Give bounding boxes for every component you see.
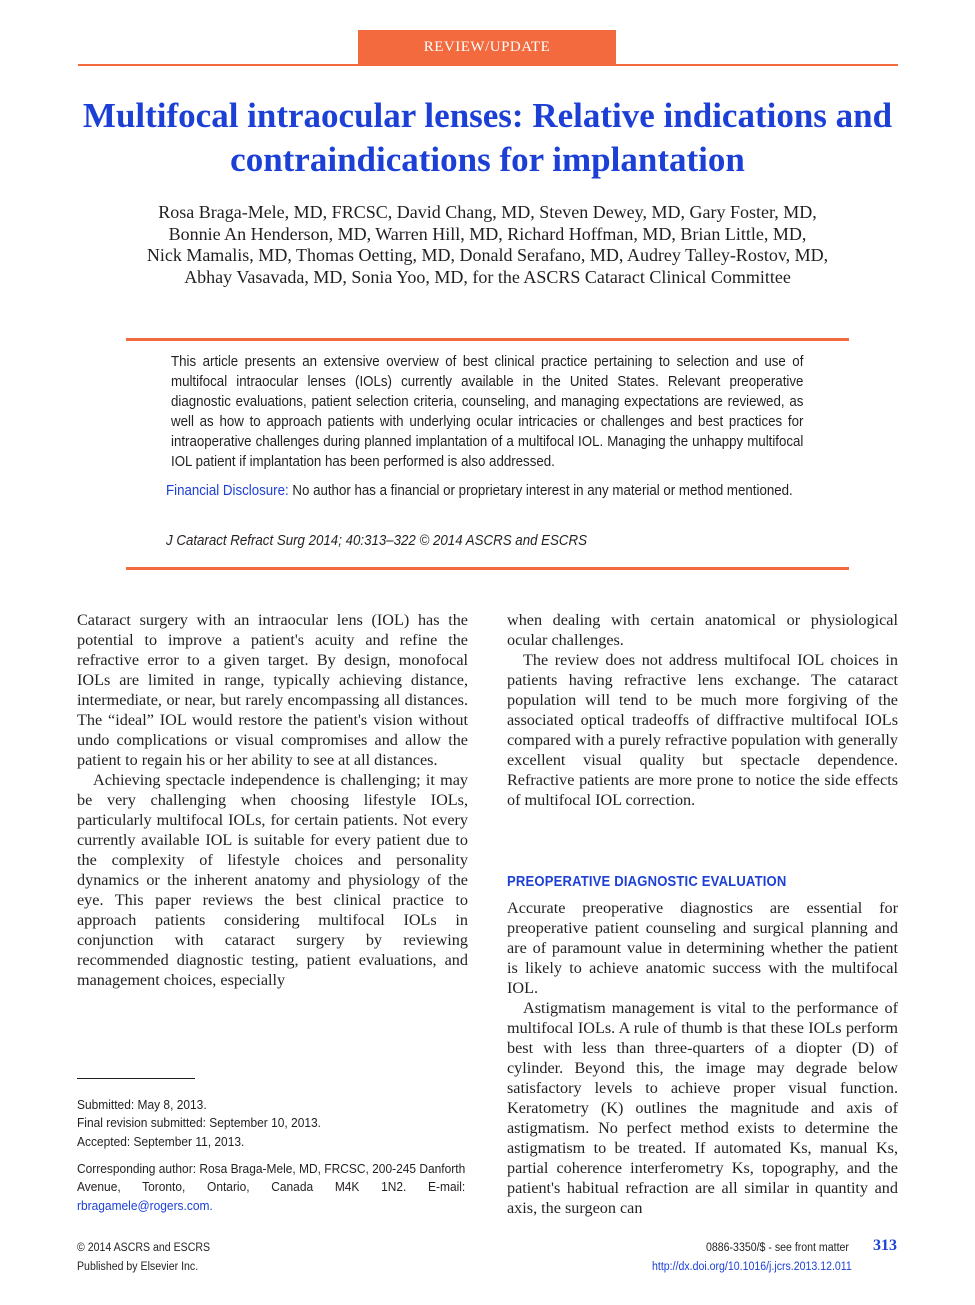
accepted-date: Accepted: September 11, 2013. — [77, 1133, 245, 1149]
footer-issn: 0886-3350/$ - see front matter — [706, 1242, 849, 1254]
body-paragraph: The review does not address multifocal IOL choices in patients having refractive lens exchange. The cataract population will tend to be much more forgiving of the associated optical tradeoffs of diffractive multifocal IOLs compared with a purely refractive population with generally excellent visual quality but spectacle dependence. Refractive patients are more prone to notice the side effects of multifocal IOL correction. — [507, 651, 898, 809]
footer-publisher: Published by Elsevier Inc. — [77, 1261, 199, 1273]
body-paragraph: Achieving spectacle independence is challenging; it may be very challenging when choosing lifestyle IOLs, particularly multifocal IOLs, for certain patients. Not every currently available IOL is suitable for every patient due to the complexity of lifestyle choices and personality dynamics or the inherent anatomy and physiology of the eye. This paper reviews the best clinical practice to approach patients considering multifocal IOLs in conjunction with cataract surgery by reviewing recommended diagnostic testing, patient evaluations, and management choices, especially — [77, 771, 468, 989]
financial-disclosure — [166, 481, 808, 501]
footnote-rule — [77, 1078, 195, 1079]
article-title: Multifocal intraocular lenses: Relative indications and contraindications for implantation — [82, 96, 893, 179]
email-link[interactable]: rbragamele@rogers.com. — [77, 1197, 213, 1213]
author-line: Abhay Vasavada, MD, Sonia Yoo, MD, for the ASCRS Cataract Clinical Committee — [184, 267, 791, 288]
author-list — [90, 202, 885, 289]
author-line: Rosa Braga-Mele, MD, FRCSC, David Chang, MD, Steven Dewey, MD, Gary Foster, MD, — [158, 202, 817, 222]
body-paragraph: Astigmatism management is vital to the performance of multifocal IOLs. A rule of thumb is that these IOLs perform best with less than three-quarters of a diopter (D) of cylinder. Beyond this, the image may degrade below satisfactory levels to achieve proper visual function. Keratometry (K) outlines the magnitude and axis of astigmatism. No perfect method exists to determine the astigmatism to be treated. If automated Ks, manual Ks, partial coherence interferometry Ks, topography, and the patient's habitual refraction are all similar in quantity and axis, the surgeon can — [507, 999, 898, 1217]
abstract-bottom-rule — [126, 567, 849, 570]
submission-dates — [77, 1096, 463, 1151]
author-line: Bonnie An Henderson, MD, Warren Hill, MD, Richard Hoffman, MD, Brian Little, MD, — [168, 223, 807, 244]
disclosure-text: No author has a financial or proprietary interest in any material or method mentioned. — [292, 483, 793, 499]
header-rule — [78, 64, 898, 66]
body-paragraph: when dealing with certain anatomical or physiological ocular challenges. — [507, 611, 898, 649]
body-paragraph: Cataract surgery with an intraocular lens (IOL) has the potential to improve a patient's acuity and refine the refractive error to a given target. By design, monofocal IOLs are limited in range, typically achieving distance, intermediate, or near, but rarely encompassing all distances. The “ideal” IOL would restore the patient's vision without undo complications or visual compromises and allow the patient to regain his or her ability to see at all distances. — [77, 611, 468, 769]
journal-citation: J Cataract Refract Surg 2014; 40:313–322 © 2014 ASCRS and ESCRS — [166, 533, 587, 549]
page-number: 313 — [873, 1237, 897, 1254]
article-type-tag: REVIEW/UPDATE — [358, 30, 616, 65]
body-paragraph: Accurate preoperative diagnostics are essential for preoperative patient counseling and surgical planning and are of paramount value in determining whether the patient is likely to achieve anatomic success with the multifocal IOL. — [507, 899, 898, 997]
corresponding-author-text: Corresponding author: Rosa Braga-Mele, MD, FRCSC, 200-245 Danforth Avenue, Toronto, Ontario, Canada M4K 1N2. E-mail: — [77, 1161, 466, 1195]
revision-date: Final revision submitted: September 10, 2013. — [77, 1115, 321, 1131]
footer-copyright: © 2014 ASCRS and ESCRS — [77, 1242, 211, 1254]
disclosure-label: Financial Disclosure: — [166, 483, 289, 499]
body-column-right-top — [507, 610, 898, 810]
author-line: Nick Mamalis, MD, Thomas Oetting, MD, Donald Serafano, MD, Audrey Talley-Rostov, MD, — [146, 245, 829, 266]
body-column-left — [77, 610, 468, 990]
abstract-top-rule — [126, 338, 849, 341]
corresponding-author — [77, 1160, 465, 1215]
submitted-date: Submitted: May 8, 2013. — [77, 1097, 207, 1112]
section-heading: PREOPERATIVE DIAGNOSTIC EVALUATION — [507, 874, 787, 890]
body-column-right-bottom — [507, 898, 898, 1218]
doi-link[interactable]: http://dx.doi.org/10.1016/j.jcrs.2013.12.011 — [652, 1261, 852, 1273]
abstract-text: This article presents an extensive overview of best clinical practice pertaining to selection and use of multifocal intraocular lenses (IOLs) currently available in the United States. Relevant preoperative diagnostic evaluations, patient selection criteria, counseling, and managing expectations are reviewed, as well as how to approach patients with underlying ocular intricacies or challenges and best practices for intraoperative challenges during planned implantation of a multifocal IOL. Managing the unhappy multifocal IOL patient if implantation has been performed is also addressed. — [171, 354, 804, 470]
